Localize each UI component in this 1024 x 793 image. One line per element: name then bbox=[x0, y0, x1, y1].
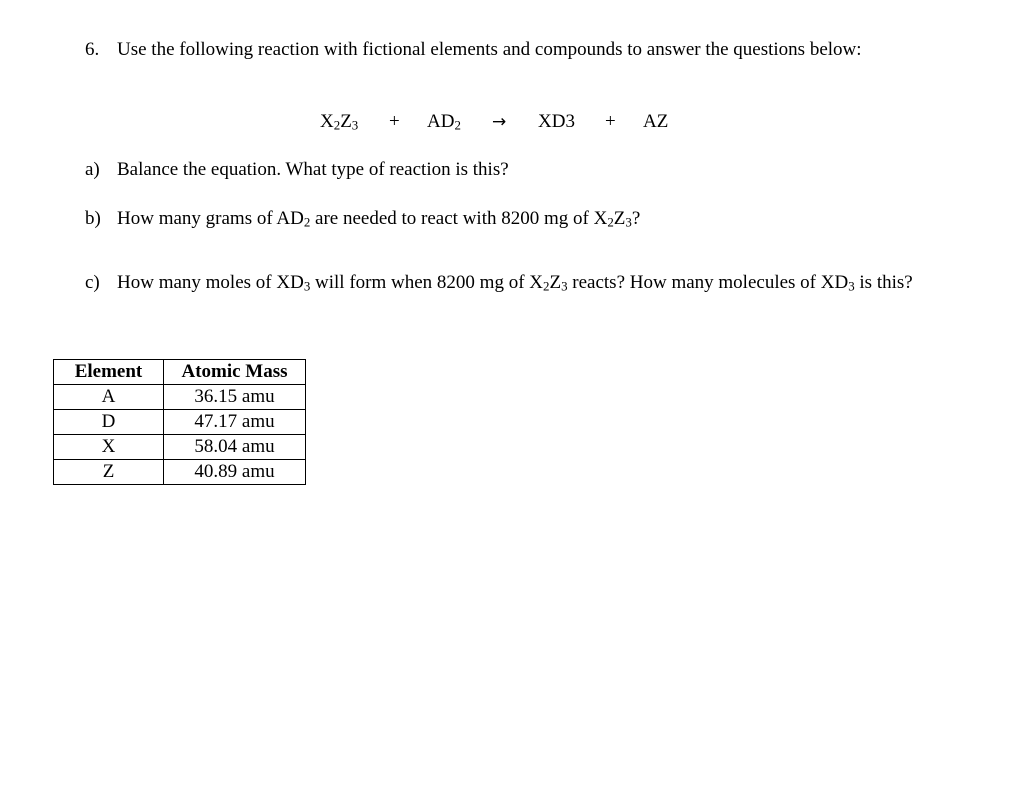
table-header-row bbox=[54, 360, 306, 385]
chemical-equation bbox=[0, 110, 1024, 134]
header-atomic-mass: Atomic Mass bbox=[164, 360, 306, 385]
question-number: 6. bbox=[85, 39, 100, 60]
arrow-right-icon: → bbox=[492, 112, 507, 132]
reactant-ad2: $AD_2$ bbox=[427, 111, 461, 133]
part-a-label: a) bbox=[85, 159, 100, 180]
element-cell: A bbox=[54, 385, 164, 410]
mass-cell: 47.17 amu bbox=[164, 410, 306, 435]
plus-sign: + bbox=[605, 111, 616, 132]
atomic-mass-table bbox=[53, 359, 306, 485]
plus-sign: + bbox=[389, 111, 400, 132]
mass-cell: 40.89 amu bbox=[164, 460, 306, 485]
part-c-label: c) bbox=[85, 272, 100, 293]
element-cell: Z bbox=[54, 460, 164, 485]
table-row bbox=[54, 385, 306, 410]
table-row bbox=[54, 435, 306, 460]
reactant-x2z3: $X_2Z_3$ bbox=[320, 111, 359, 133]
table-row bbox=[54, 410, 306, 435]
header-element: Element bbox=[54, 360, 164, 385]
part-c-text: How many moles of $XD_3$ will form when 8200 mg of $X_2Z_3$ reacts? How many molecules of $XD_3$ is this? bbox=[117, 272, 913, 294]
element-cell: D bbox=[54, 410, 164, 435]
part-b-text: How many grams of $AD_2$ are needed to react with 8200 mg of $X_2Z_3$? bbox=[117, 208, 641, 230]
mass-cell: 58.04 amu bbox=[164, 435, 306, 460]
part-b-label: b) bbox=[85, 208, 101, 229]
part-a-text: Balance the equation. What type of reaction is this? bbox=[117, 159, 509, 180]
mass-cell: 36.15 amu bbox=[164, 385, 306, 410]
product-az: AZ bbox=[643, 111, 669, 132]
product-xd3: XD3 bbox=[538, 111, 575, 132]
table-row bbox=[54, 460, 306, 485]
question-intro: Use the following reaction with fictional elements and compounds to answer the questions below: bbox=[117, 39, 862, 60]
element-cell: X bbox=[54, 435, 164, 460]
